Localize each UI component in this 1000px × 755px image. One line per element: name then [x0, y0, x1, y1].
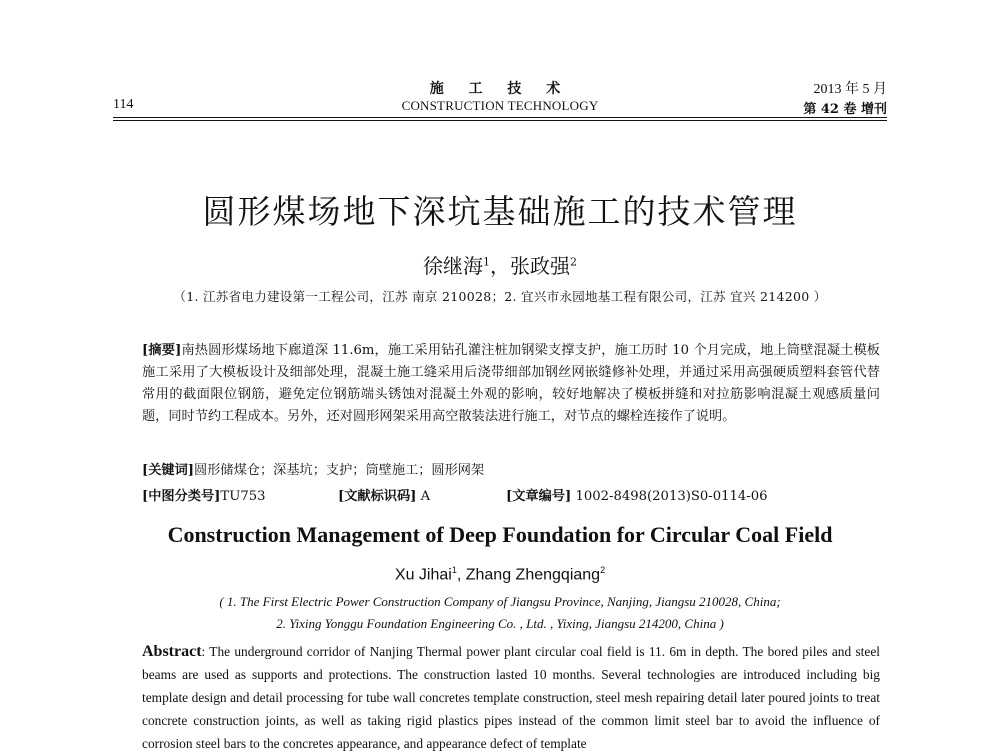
article-number [506, 485, 768, 504]
affiliation-en-line-1: ( 1. The First Electric Power Construction Company of Jiangsu Province, Nanjing, Jiangsu 210028, China; [219, 594, 781, 609]
page-number: 114 [113, 97, 134, 112]
abstract-text-en: : The underground corridor of Nanjing Thermal power plant circular coal field is 11. 6m in depth. The bored piles and steel beams are used as supports and protections. The construction lasted 10 months. Several technologies are introduced including big template design and detail processing for tube wall concretes template construction, steel mesh repairing detail later poured joints to treat concrete construction joints, as well as taking rigid plastics pipes instead of the common limit steel bar to avoid the influence of corrosion steel bars to the concretes appearance, and appearance defect of template [142, 644, 880, 751]
author-name-en: Zhang Zhengqiang [465, 566, 601, 584]
authors-en [0, 565, 1000, 584]
abstract-label-cn: [摘要] [142, 343, 182, 358]
abstract-text-cn: 南热圆形煤场地下廊道深 11.6m，施工采用钻孔灌注桩加钢梁支撑支护，施工历时 10 个月完成，地上筒壁混凝土模板施工采用了大模板设计及细部处理，混凝土施工缝采用后浇带细部加钢丝网嵌缝修补处理，并通过采用高强硬质塑料套管代替常用的截面限位钢筋，避免定位钢筋端头锈蚀对混凝土外观的影响，较好地解决了模板拼缝和对拉筋影响混凝土观感质量问题，同时节约工程成本。另外，还对圆形网架采用高空散装法进行施工，对节点的螺栓连接作了说明。 [142, 343, 880, 424]
issue-volume: 第 42 卷 增刊 [803, 102, 887, 117]
doc-code [338, 485, 430, 504]
author-affil-mark: 2 [570, 255, 577, 269]
article-number-label: [文章编号] [506, 489, 572, 504]
clc-value: TU753 [220, 489, 266, 504]
keywords-text-cn: 圆形储煤仓；深基坑；支护；筒壁施工；圆形网架 [194, 463, 485, 478]
paper-title-cn: 圆形煤场地下深坑基础施工的技术管理 [202, 192, 798, 231]
affiliation-cn: （1. 江苏省电力建设第一工程公司，江苏 南京 210028；2. 宜兴市永园地基工程有限公司，江苏 宜兴 214200 ） [173, 289, 827, 304]
header-rule-top [113, 117, 887, 118]
abstract-cn [142, 340, 880, 428]
affiliation-en-line-2: 2. Yixing Yonggu Foundation Engineering Co. , Ltd. , Yixing, Jiangsu 214200, China ) [276, 616, 724, 631]
author-separator-en: , [456, 566, 466, 584]
author-name: 张政强 [510, 254, 570, 278]
clc-label: [中图分类号] [142, 489, 221, 504]
abstract-label-en: Abstract [142, 643, 202, 660]
keywords-label-cn: [关键词] [142, 463, 195, 478]
author-name: 徐继海 [423, 254, 483, 278]
article-number-value: 1002-8498(2013)S0-0114-06 [575, 489, 768, 504]
clc-number [142, 485, 266, 504]
authors-cn [0, 250, 1000, 279]
header-rule-bottom [113, 120, 887, 121]
doc-code-value: A [420, 489, 431, 504]
author-separator: ， [490, 254, 510, 278]
paper-title-en: Construction Management of Deep Foundation for Circular Coal Field [167, 522, 833, 547]
issue-date: 2013 年 5 月 [813, 82, 887, 97]
author-affil-mark-en: 1 [451, 565, 457, 575]
journal-name-cn: 施 工 技 术 [429, 81, 571, 97]
keywords-cn [142, 460, 880, 482]
author-name-en: Xu Jihai [394, 566, 452, 584]
author-affil-mark: 1 [483, 255, 490, 269]
author-affil-mark-en: 2 [600, 565, 606, 575]
journal-name-en: CONSTRUCTION TECHNOLOGY [401, 98, 599, 113]
abstract-en [142, 640, 880, 755]
doc-code-label: [文献标识码] [338, 489, 417, 504]
